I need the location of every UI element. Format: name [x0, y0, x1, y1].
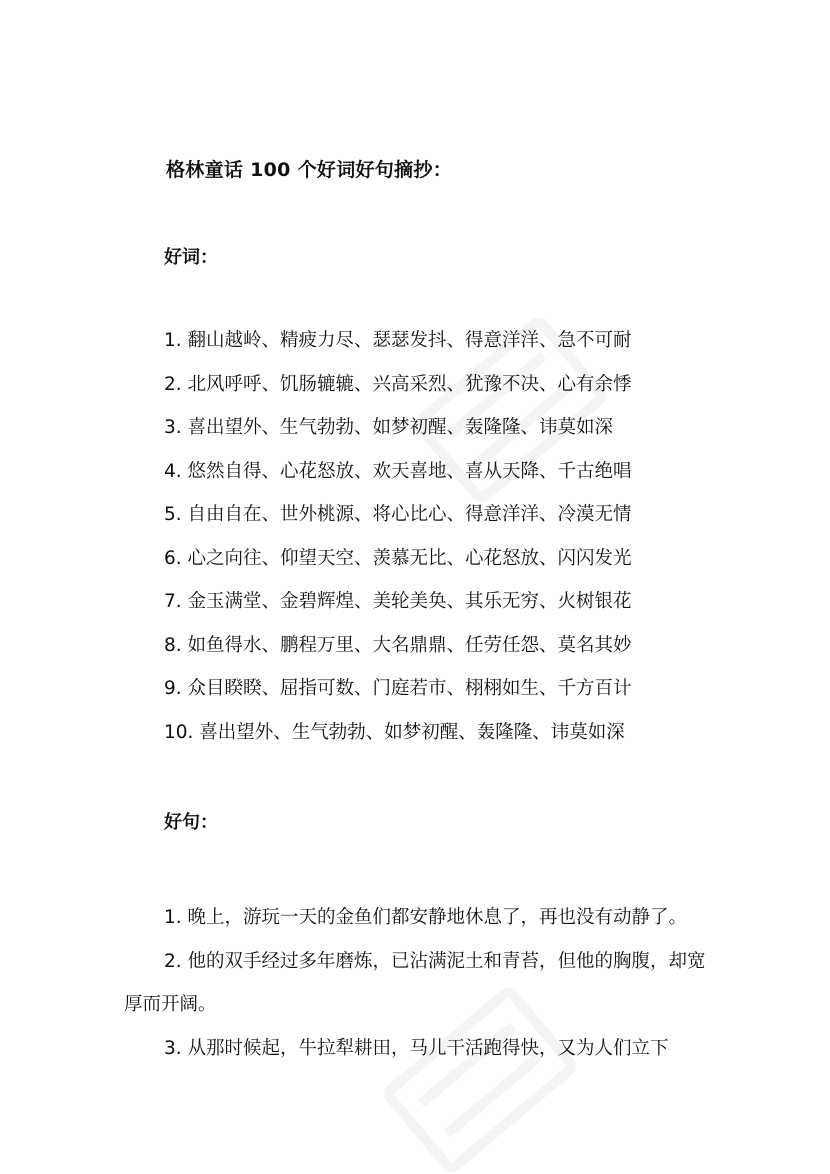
- list-item: 2. 北风呼呼、饥肠辘辘、兴高采烈、犹豫不决、心有余悸: [164, 373, 632, 395]
- sentences-heading: 好句：: [164, 812, 218, 833]
- list-item: 1. 晚上，游玩一天的金鱼们都安静地休息了，再也没有动静了。: [164, 907, 688, 928]
- list-item: 2. 他的双手经过多年磨炼，已沾满泥土和青苔，但他的胸腹，却宽厚而开阔。: [124, 950, 706, 1015]
- list-item: 8. 如鱼得水、鹏程万里、大名鼎鼎、任劳任怨、莫名其妙: [164, 634, 632, 656]
- sentences-list: [124, 896, 724, 1070]
- list-item: 6. 心之向往、仰望天空、羡慕无比、心花怒放、闪闪发光: [164, 547, 632, 569]
- list-item: 7. 金玉满堂、金碧辉煌、美轮美奂、其乐无穷、火树银花: [164, 591, 632, 612]
- list-item: 4. 悠然自得、心花怒放、欢天喜地、喜从天降、千古绝唱: [164, 460, 632, 482]
- words-heading: 好词：: [164, 247, 218, 268]
- list-item: 10. 喜出望外、生气勃勃、如梦初醒、轰隆隆、讳莫如深: [164, 721, 625, 743]
- list-item: 3. 从那时候起，牛拉犁耕田，马儿干活跑得快，又为人们立下: [164, 1037, 669, 1059]
- words-list: [164, 328, 632, 763]
- list-item: 3. 喜出望外、生气勃勃、如梦初醒、轰隆隆、讳莫如深: [164, 417, 614, 438]
- list-item: 5. 自由自在、世外桃源、将心比心、得意洋洋、冷漠无情: [164, 504, 632, 525]
- list-item: 9. 众目睽睽、屈指可数、门庭若市、栩栩如生、千方百计: [164, 678, 632, 699]
- page-title: 格林童话 100 个好词好句摘抄：: [166, 159, 452, 181]
- list-item: 1. 翻山越岭、精疲力尽、瑟瑟发抖、得意洋洋、急不可耐: [164, 330, 632, 351]
